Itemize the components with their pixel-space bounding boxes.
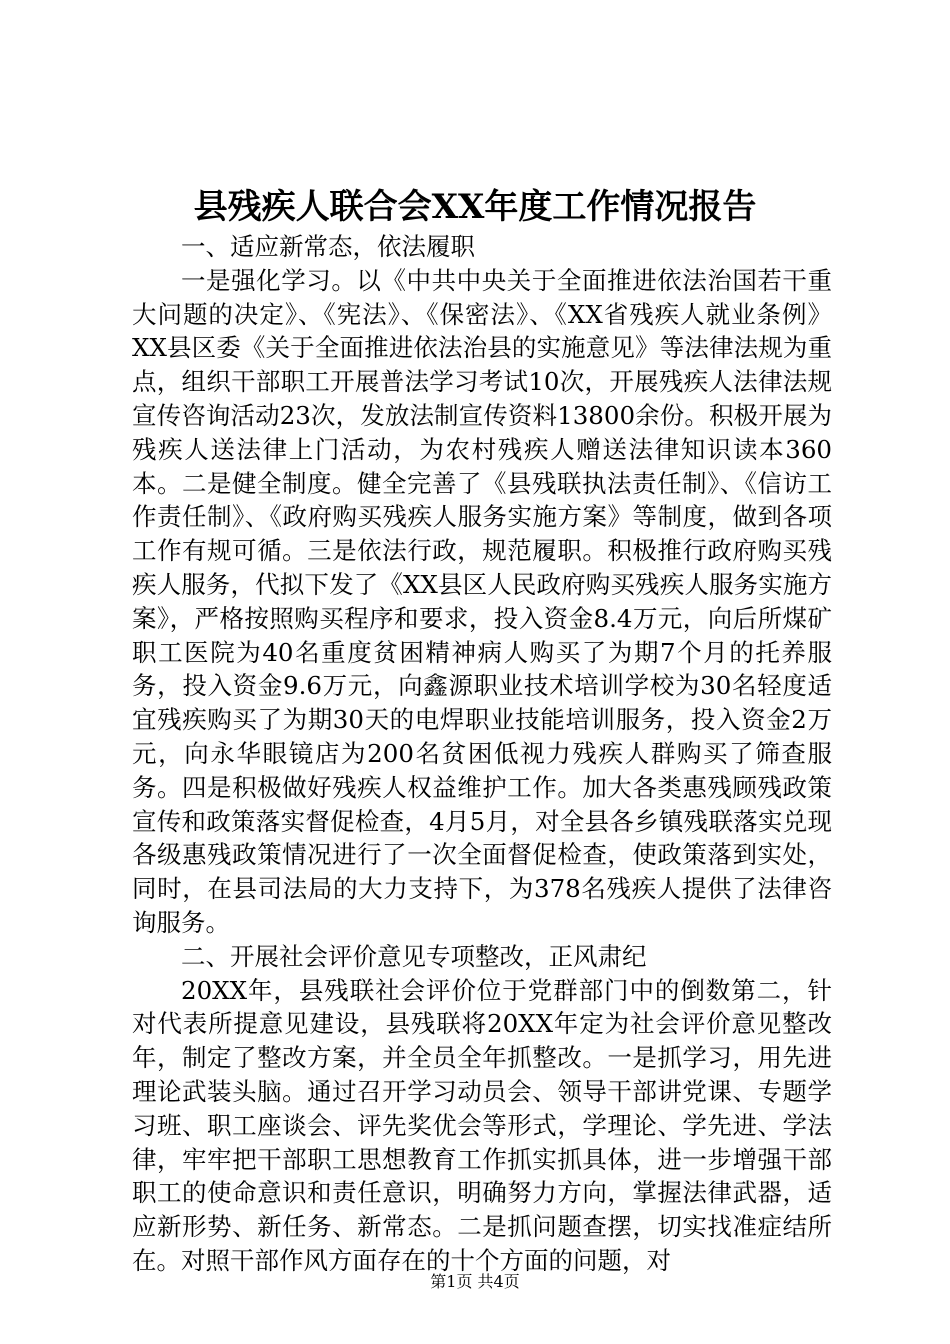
document-title: 县残疾人联合会XX年度工作情况报告 <box>193 187 757 227</box>
section-heading-2: 二、开展社会评价意见专项整改，正风肃纪 <box>181 941 647 971</box>
paragraph-1: 一是强化学习。以《中共中央关于全面推进依法治国若干重大问题的决定》、《宪法》、《保密法》、《XX省残疾人就业条例》XX县区委《关于全面推进依法治县的实施意见》等法律法规为重点，组织干部职工开展普法学习考试10次，开展残疾人法律法规宣传咨询活动23次，发放法制宣传资料13800余份。积极开展为残疾人送法律上门活动，为农村残疾人赠送法律知识读本360本。二是健全制度。健全完善了《县残联执法责任制》、《信访工作责任制》、《政府购买残疾人服务实施方案》等制度，做到各项工作有规可循。三是依法行政，规范履职。积极推行政府购买残疾人服务，代拟下发了《XX县区人民政府购买残疾人服务实施方案》，严格按照购买程序和要求，投入资金8.4万元，向后所煤矿职工医院为40名重度贫困精神病人购买了为期7个月的托养服务，投入资金9.6万元，向鑫源职业技术培训学校为30名轻度适宜残疾购买了为期30天的电焊职业技能培训服务，投入资金2万元，向永华眼镜店为200名贫困低视力残疾人群购买了筛查服务。四是积极做好残疾人权益维护工作。加大各类惠残顾残政策宣传和政策落实督促检查，4月5月，对全县各乡镇残联落实兑现各级惠残政策情况进行了一次全面督促检查，使政策落到实处，同时，在县司法局的大力支持下，为378名残疾人提供了法律咨询服务。 <box>132 265 832 937</box>
page-footer: 第1页 共4页 <box>430 1272 520 1291</box>
paragraph-2: 20XX年，县残联社会评价位于党群部门中的倒数第二，针对代表所提意见建设，县残联将20XX年定为社会评价意见整改年，制定了整改方案，并全员全年抓整改。一是抓学习，用先进理论武装头脑。通过召开学习动员会、领导干部讲党课、专题学习班、职工座谈会、评先奖优会等形式，学理论、学先进、学法律，牢牢把干部职工思想教育工作抓实抓具体，进一步增强干部职工的使命意识和责任意识，明确努力方向，掌握法律武器，适应新形势、新任务、新常态。二是抓问题查摆，切实找准症结所在。对照干部作风方面存在的十个方面的问题，对 <box>132 975 832 1275</box>
section-heading-1: 一、适应新常态，依法履职 <box>181 232 475 261</box>
document-body <box>132 230 832 1278</box>
